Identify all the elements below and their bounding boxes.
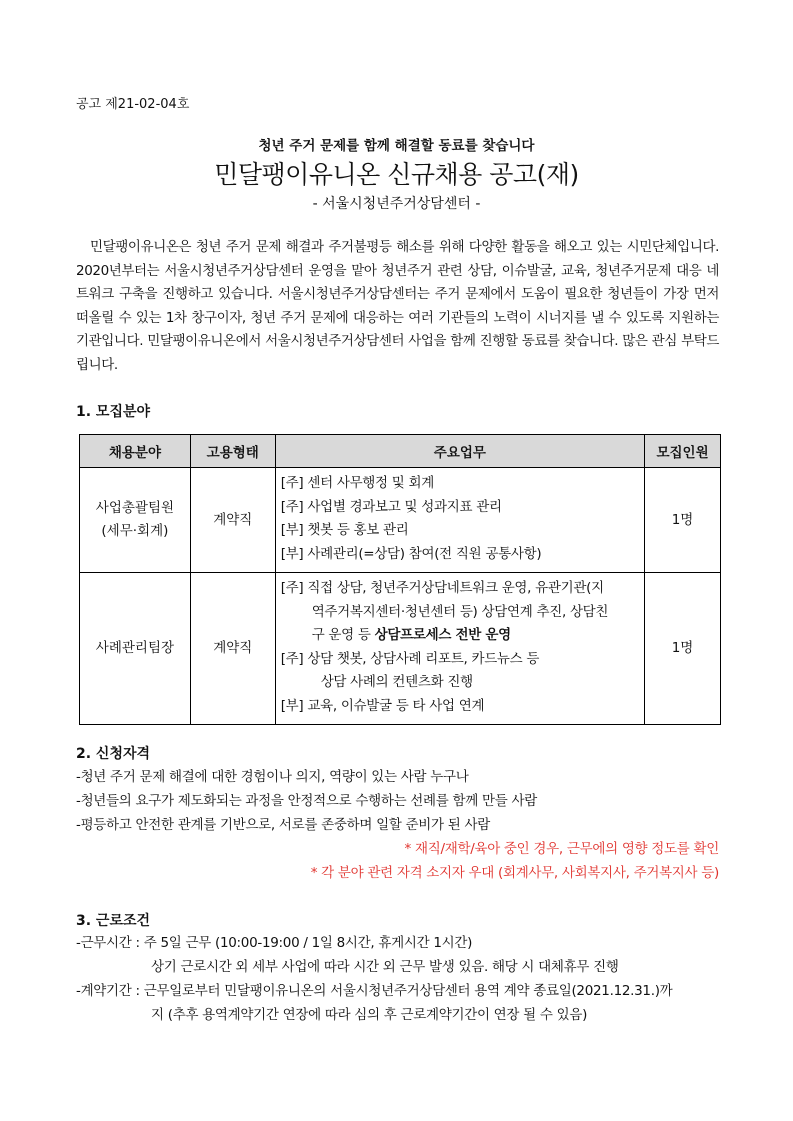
field-cell: 사례관리팀장 — [80, 573, 191, 725]
duty-item: [부] 교육, 이슈발굴 등 타 사업 연계 — [280, 697, 485, 714]
contract-label: -계약기간 : — [76, 983, 144, 999]
duty-item: [주] 직접 상담, 청년주거상담네트워크 운영, 유관기관(지 — [280, 580, 604, 596]
work-hours-label: -근무시간 : — [76, 935, 144, 951]
duty-text: 구 운영 등 — [311, 627, 375, 643]
duties-cell — [275, 573, 644, 725]
work-hours-value: 주 5일 근무 (10:00-19:00 / 1일 8시간, 휴게시간 1시간) — [143, 935, 473, 951]
eligibility-note: * 각 분야 관련 자격 소지자 우대 (회계사무, 사회복지사, 주거복지사 등) — [310, 865, 719, 881]
duty-continuation: 상담 사례의 컨텐츠화 진행 — [320, 674, 473, 690]
section-recruitment-heading: 1. 모집분야 — [76, 404, 151, 420]
header-field: 채용분야 — [80, 435, 191, 468]
intro-paragraph: 민달팽이유니온은 청년 주거 문제 해결과 주거불평등 해소를 위해 다양한 활동을 해오고 있는 시민단체입니다. 2020년부터는 서울시청년주거상담센터 운영을 맡아 청년주거 관련 상담, 이슈발굴, 교육, 청년주거문제 대응 네트워크 구축을 진행하고 있습니다. 서울시청년주거상담센터는 주거 문제에서 도움이 필요한 청년들이 가장 먼저 떠올릴 수 있는 1차 창구이자, 청년 주거 문제에 대응하는 여러 기관들의 노력이 시너지를 낼 수 있도록 지원하는 기관입니다. 민달팽이유니온에서 서울시청년주거상담센터 사업을 함께 진행할 동료를 찾습니다. 많은 관심 부탁드립니다. — [76, 239, 719, 373]
conditions-list — [76, 931, 719, 1027]
work-hours-line — [76, 931, 719, 955]
contract-value: 근무일로부터 민달팽이유니온의 서울시청년주거상담센터 용역 계약 종료일(2021.12.31.)까 — [143, 983, 673, 999]
eligibility-item: -평등하고 안전한 관계를 기반으로, 서로를 존중하며 일할 준비가 된 사람 — [76, 817, 490, 833]
contract-line — [76, 979, 719, 1003]
eligibility-note: * 재직/재학/육아 중인 경우, 근무에의 영향 정도를 확인 — [404, 841, 719, 857]
duty-continuation — [281, 624, 638, 648]
table-header-row — [80, 435, 721, 468]
work-hours-note: 상기 근로시간 외 세부 사업에 따라 시간 외 근무 발생 있음. 해당 시 대체휴무 진행 — [151, 959, 619, 975]
duty-item: [부] 사례관리(=상담) 참여(전 직원 공통사항) — [280, 545, 542, 562]
eligibility-item: -청년 주거 문제 해결에 대한 경험이나 의지, 역량이 있는 사람 누구나 — [76, 769, 469, 785]
duty-continuation: 역주거복지센터·청년센터 등) 상담연계 추진, 상담친 — [311, 603, 609, 620]
duty-item: [부] 챗봇 등 홍보 관리 — [280, 522, 409, 538]
duty-item: [주] 상담 챗봇, 상담사례 리포트, 카드뉴스 등 — [280, 650, 540, 667]
duty-item: [주] 사업별 경과보고 및 성과지표 관리 — [280, 498, 502, 515]
section-conditions-heading: 3. 근로조건 — [76, 913, 151, 929]
field-cell — [80, 468, 191, 573]
section-eligibility-heading: 2. 신청자격 — [76, 746, 151, 762]
contract-continuation: 지 (추후 용역계약기간 연장에 따라 심의 후 근로계약기간이 연장 될 수 있음) — [151, 1007, 588, 1023]
duty-item: [주] 센터 사무행정 및 회계 — [280, 475, 434, 491]
headcount-cell: 1명 — [645, 468, 721, 573]
employment-type-cell: 계약직 — [190, 468, 275, 573]
header-main-duties: 주요업무 — [275, 435, 644, 468]
duty-highlight: 상담프로세스 전반 운영 — [374, 627, 511, 643]
page-title: 민달팽이유니온 신규채용 공고(재) — [214, 160, 579, 189]
eligibility-item: -청년들의 요구가 제도화되는 과정을 안정적으로 수행하는 선례를 함께 만들 사람 — [76, 793, 537, 809]
notice-number: 공고 제21-02-04호 — [76, 97, 190, 112]
header-headcount: 모집인원 — [645, 435, 721, 468]
field-subname: (세무·회계) — [101, 523, 169, 539]
eligibility-list — [76, 765, 719, 885]
subtitle: 청년 주거 문제를 함께 해결할 동료를 찾습니다 — [258, 138, 535, 154]
headcount-cell: 1명 — [645, 573, 721, 725]
employment-type-cell: 계약직 — [190, 573, 275, 725]
table-row — [80, 573, 721, 725]
organization-name: - 서울시청년주거상담센터 - — [312, 196, 481, 212]
recruitment-table — [79, 434, 721, 725]
table-row — [80, 468, 721, 573]
duties-cell — [275, 468, 644, 573]
field-name: 사업총괄팀원 — [95, 500, 175, 516]
header-employment-type: 고용형태 — [190, 435, 275, 468]
